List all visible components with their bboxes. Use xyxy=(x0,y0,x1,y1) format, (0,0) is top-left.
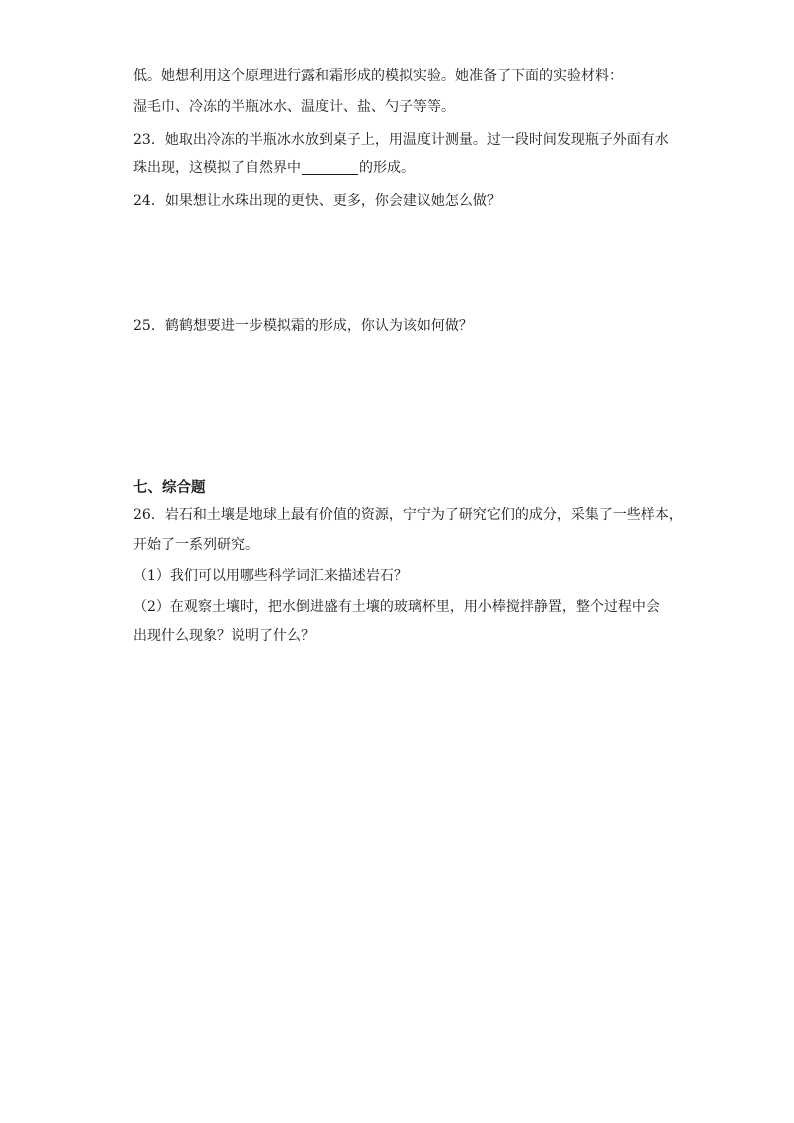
section-title: 七、综合题 xyxy=(133,480,206,496)
intro-line-2: 湿毛巾、冷冻的半瓶冰水、温度计、盐、勺子等等。 xyxy=(133,99,455,115)
answer-blank[interactable] xyxy=(302,160,358,175)
intro-line-1: 低。她想利用这个原理进行露和霜形成的模拟实验。她准备了下面的实验材料： xyxy=(133,68,623,84)
question-23-text-before-blank: 珠出现，这模拟了自然界中 xyxy=(133,160,301,176)
question-25: 25．鹤鹤想要进一步模拟霜的形成，你认为该如何做？ xyxy=(133,318,473,334)
question-26-sub-2-line-1: （2）在观察土壤时，把水倒进盛有土壤的玻璃杯里，用小棒搅拌静置，整个过程中会 xyxy=(133,599,660,615)
question-26-line-2: 开始了一系列研究。 xyxy=(133,537,259,553)
question-23-line-2 xyxy=(133,158,415,178)
question-26-sub-2-line-2: 出现什么现象？说明了什么？ xyxy=(133,628,315,644)
question-26-sub-1: （1）我们可以用哪些科学词汇来描述岩石？ xyxy=(133,568,408,584)
question-23-text-after-blank: 的形成。 xyxy=(359,160,415,176)
question-24: 24．如果想让水珠出现的更快、更多，你会建议她怎么做？ xyxy=(133,193,501,209)
question-23-line-1: 23．她取出冷冻的半瓶冰水放到桌子上，用温度计测量。过一段时间发现瓶子外面有水 xyxy=(133,132,669,148)
question-26-line-1: 26．岩石和土壤是地球上最有价值的资源，宁宁为了研究它们的成分，采集了一些样本， xyxy=(133,507,683,523)
